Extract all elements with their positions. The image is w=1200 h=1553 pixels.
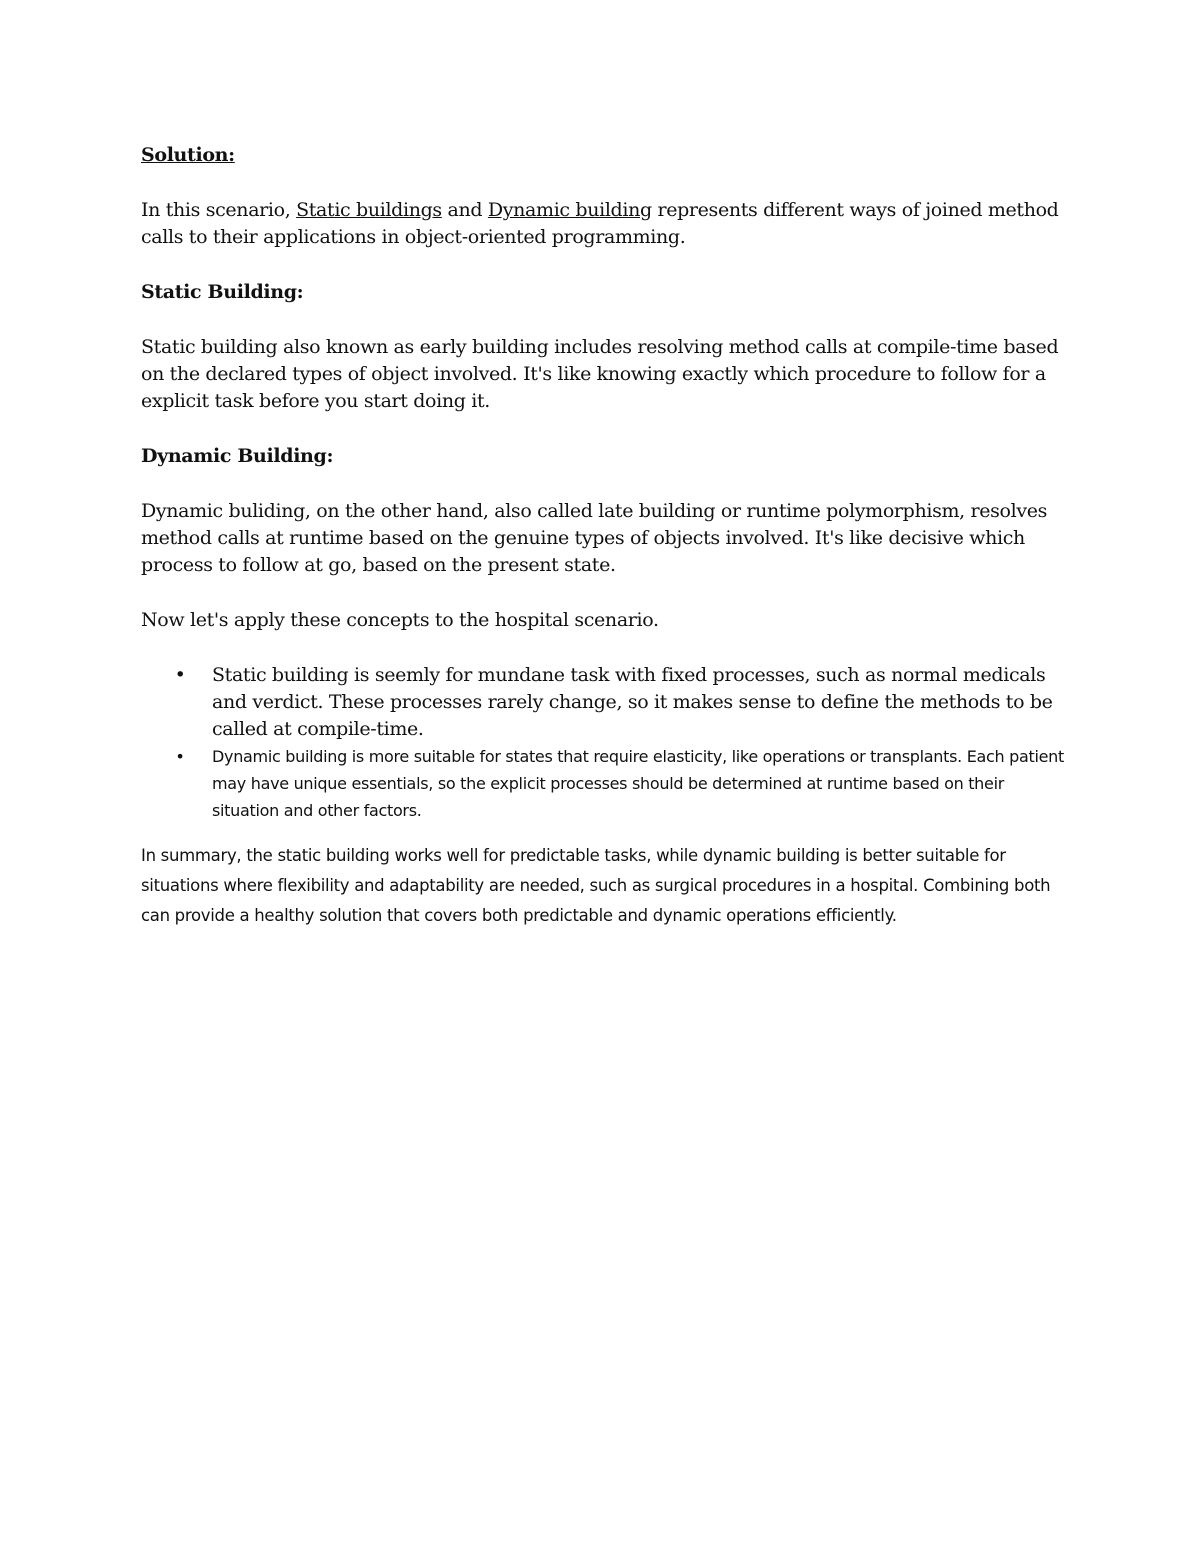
static-buildings-term: Static buildings <box>296 199 442 221</box>
static-building-heading: Static Building: <box>141 281 304 303</box>
intro-suffix: represents different ways of joined method calls to their applications in object-oriented programming. <box>141 199 1059 248</box>
bullet-icon: • <box>174 664 186 686</box>
bullet-list <box>141 662 1066 824</box>
dynamic-building-paragraph: Dynamic buliding, on the other hand, also called late building or runtime polymorphism, resolves method calls at runtime based on the genuine types of objects involved. It's like decisive which process to follow at go, based on the present state. <box>141 500 1048 576</box>
intro-prefix: In this scenario, <box>141 199 297 221</box>
summary-paragraph: In summary, the static building works well for predictable tasks, while dynamic building is better suitable for situations where flexibility and adaptability are needed, such as surgical procedures in a hospital. Combining both can provide a healthy solution that covers both predictable and dynamic operations efficiently. <box>141 846 1051 925</box>
apply-concepts-paragraph: Now let's apply these concepts to the hospital scenario. <box>141 609 659 631</box>
solution-title: Solution: <box>141 144 235 166</box>
list-item <box>141 743 1066 824</box>
list-item-text: Dynamic building is more suitable for states that require elasticity, like operations or transplants. Each patient may have unique essentials, so the explicit processes should be determined at runtime based on their situation and other factors. <box>212 747 1064 820</box>
dynamic-building-heading: Dynamic Building: <box>141 445 334 467</box>
list-item <box>141 662 1066 743</box>
intro-paragraph <box>141 197 1066 251</box>
static-building-paragraph: Static building also known as early building includes resolving method calls at compile-time based on the declared types of object involved. It's like knowing exactly which procedure to follow for a explicit task before you start doing it. <box>141 336 1059 412</box>
document-body <box>141 142 1066 931</box>
bullet-icon: • <box>175 747 185 766</box>
intro-mid: and <box>441 199 488 221</box>
list-item-text: Static building is seemly for mundane task with fixed processes, such as normal medicals and verdict. These processes rarely change, so it makes sense to define the methods to be called at compile-time. <box>212 664 1053 740</box>
dynamic-building-term: Dynamic building <box>487 199 652 221</box>
